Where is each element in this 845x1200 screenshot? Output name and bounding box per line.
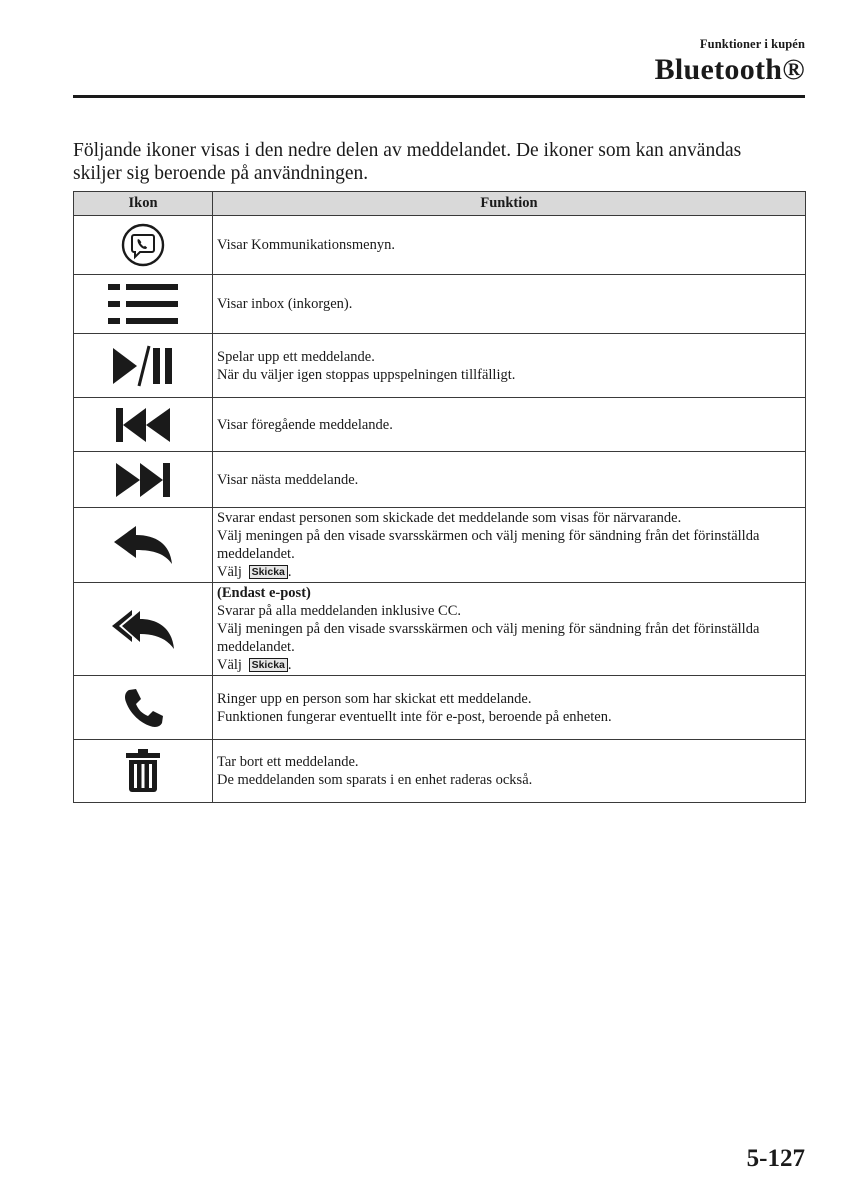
table-row <box>74 508 806 583</box>
play-pause-icon <box>74 344 212 388</box>
icon-cell <box>74 275 213 334</box>
next-track-icon <box>74 462 212 498</box>
description-cell <box>213 676 806 740</box>
section-label: Funktioner i kupén <box>699 37 805 51</box>
description-line: Svarar på alla meddelanden inklusive CC. <box>217 603 462 619</box>
description-cell <box>213 275 806 334</box>
icon-cell <box>74 216 213 275</box>
select-suffix: . <box>287 657 292 673</box>
description-line: De meddelanden som sparats i en enhet raderas också. <box>217 772 533 788</box>
reply-icon <box>74 524 212 566</box>
previous-track-icon <box>74 407 212 443</box>
phone-call-icon <box>74 687 212 729</box>
select-suffix: . <box>287 564 292 580</box>
description-cell <box>213 334 806 398</box>
description-cell <box>213 452 806 508</box>
table-row <box>74 216 806 275</box>
table-row <box>74 334 806 398</box>
description-line: När du väljer igen stoppas uppspelningen tillfälligt. <box>217 366 516 383</box>
table-row <box>74 740 806 803</box>
select-instruction <box>217 656 801 674</box>
intro-text: Följande ikoner visas i den nedre delen av meddelandet. De ikoner som kan användas skiljer sig beroende på användningen. <box>73 140 742 184</box>
description-cell <box>213 740 806 803</box>
select-instruction <box>217 563 801 581</box>
icon-cell <box>74 676 213 740</box>
skicka-key: Skicka <box>249 658 288 672</box>
description-line: Välj meningen på den visade svarsskärmen och välj mening för sändning från det förinställda meddelandet. <box>217 528 760 562</box>
table-header-row <box>74 192 806 216</box>
column-header-icon: Ikon <box>74 192 213 216</box>
skicka-key: Skicka <box>249 565 288 579</box>
description-line: Välj meningen på den visade svarsskärmen och välj mening för sändning från det förinställda meddelandet. <box>217 621 760 655</box>
description-line: Svarar endast personen som skickade det meddelande som visas för närvarande. <box>217 510 682 526</box>
description-line: Tar bort ett meddelande. <box>217 754 359 770</box>
icon-function-table <box>73 191 806 803</box>
description-line: Visar föregående meddelande. <box>217 416 393 433</box>
icon-cell <box>74 398 213 452</box>
icon-cell <box>74 740 213 803</box>
chapter-title: Bluetooth® <box>654 53 805 86</box>
select-prefix: Välj <box>217 564 242 580</box>
description-line: Ringer upp en person som har skickat ett meddelande. <box>217 690 532 707</box>
description-cell <box>213 398 806 452</box>
inbox-list-icon <box>74 282 212 326</box>
page-number: 5-127 <box>746 1145 805 1172</box>
description-line: Visar inbox (inkorgen). <box>217 296 353 312</box>
reply-all-icon <box>74 607 212 651</box>
icon-cell <box>74 334 213 398</box>
table-row <box>74 275 806 334</box>
trash-icon <box>74 749 212 793</box>
email-only-note: (Endast e-post) <box>217 585 311 601</box>
description-cell <box>213 216 806 275</box>
icon-cell <box>74 452 213 508</box>
icon-cell <box>74 583 213 676</box>
column-header-function: Funktion <box>213 192 806 216</box>
description-cell <box>213 583 806 676</box>
title-rule <box>73 95 805 98</box>
description-line: Funktionen fungerar eventuellt inte för e-post, beroende på enheten. <box>217 708 612 725</box>
table-row <box>74 676 806 740</box>
description-line: Visar Kommunikationsmenyn. <box>217 237 395 253</box>
table-row <box>74 398 806 452</box>
description-line: Visar nästa meddelande. <box>217 471 359 488</box>
table-row <box>74 583 806 676</box>
description-line: Spelar upp ett meddelande. <box>217 348 375 365</box>
description-cell <box>213 508 806 583</box>
select-prefix: Välj <box>217 657 242 673</box>
table-row <box>74 452 806 508</box>
icon-cell <box>74 508 213 583</box>
communication-menu-icon <box>74 222 212 268</box>
